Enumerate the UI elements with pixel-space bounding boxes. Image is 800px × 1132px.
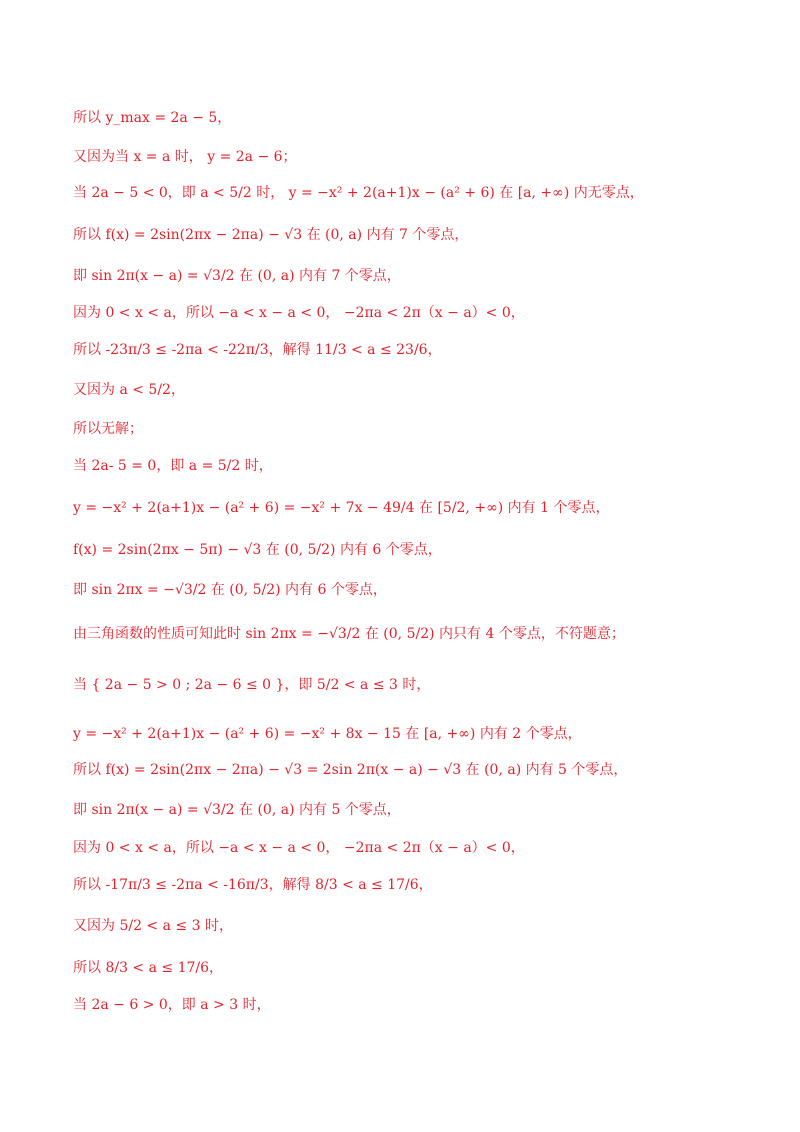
text-line-20: 所以 -17π/3 ≤ -2πa < -16π/3，解得 8/3 < a ≤ 17/6， — [73, 877, 433, 893]
text-line-2: 又因为当 x = a 时， y = 2a − 6； — [73, 149, 297, 165]
text-line-21: 又因为 5/2 < a ≤ 3 时， — [73, 918, 233, 934]
text-line-3: 当 2a − 5 < 0，即 a < 5/2 时， y = −x² + 2(a+1)x − (a² + 6) 在 [a, +∞) 内无零点， — [73, 185, 644, 201]
text-line-4: 所以 f(x) = 2sin(2πx − 2πa) − √3 在 (0, a) 内有 7 个零点， — [73, 227, 469, 243]
text-line-11: y = −x² + 2(a+1)x − (a² + 6) = −x² + 7x − 49/4 在 [5/2, +∞) 内有 1 个零点， — [73, 500, 610, 516]
text-line-23: 当 2a − 6 > 0，即 a > 3 时， — [73, 997, 271, 1013]
text-line-9: 所以无解； — [73, 421, 143, 437]
text-line-14: 由三角函数的性质可知此时 sin 2πx = −√3/2 在 (0, 5/2) 内只有 4 个零点，不符题意； — [73, 626, 625, 642]
text-line-15: 当 { 2a − 5 > 0 ; 2a − 6 ≤ 0 }，即 5/2 < a ≤ 3 时， — [73, 677, 431, 693]
text-line-5: 即 sin 2π(x − a) = √3/2 在 (0, a) 内有 7 个零点， — [73, 268, 401, 284]
text-line-7: 所以 -23π/3 ≤ -2πa < -22π/3，解得 11/3 < a ≤ 23/6， — [73, 342, 442, 358]
text-line-16: y = −x² + 2(a+1)x − (a² + 6) = −x² + 8x − 15 在 [a, +∞) 内有 2 个零点， — [73, 726, 582, 742]
text-line-19: 因为 0 < x < a，所以 −a < x − a < 0， −2πa < 2π（x − a）< 0， — [73, 840, 525, 856]
text-line-17: 所以 f(x) = 2sin(2πx − 2πa) − √3 = 2sin 2π(x − a) − √3 在 (0, a) 内有 5 个零点， — [73, 762, 628, 778]
text-line-18: 即 sin 2π(x − a) = √3/2 在 (0, a) 内有 5 个零点， — [73, 802, 401, 818]
text-line-12: f(x) = 2sin(2πx − 5π) − √3 在 (0, 5/2) 内有 6 个零点， — [73, 542, 442, 558]
text-line-1: 所以 y_max = 2a − 5， — [73, 110, 232, 126]
text-line-6: 因为 0 < x < a，所以 −a < x − a < 0， −2πa < 2π（x − a）< 0， — [73, 305, 525, 321]
text-line-13: 即 sin 2πx = −√3/2 在 (0, 5/2) 内有 6 个零点， — [73, 582, 387, 598]
text-line-22: 所以 8/3 < a ≤ 17/6， — [73, 960, 224, 976]
text-line-10: 当 2a- 5 = 0，即 a = 5/2 时， — [73, 458, 273, 474]
text-line-8: 又因为 a < 5/2， — [73, 382, 185, 398]
